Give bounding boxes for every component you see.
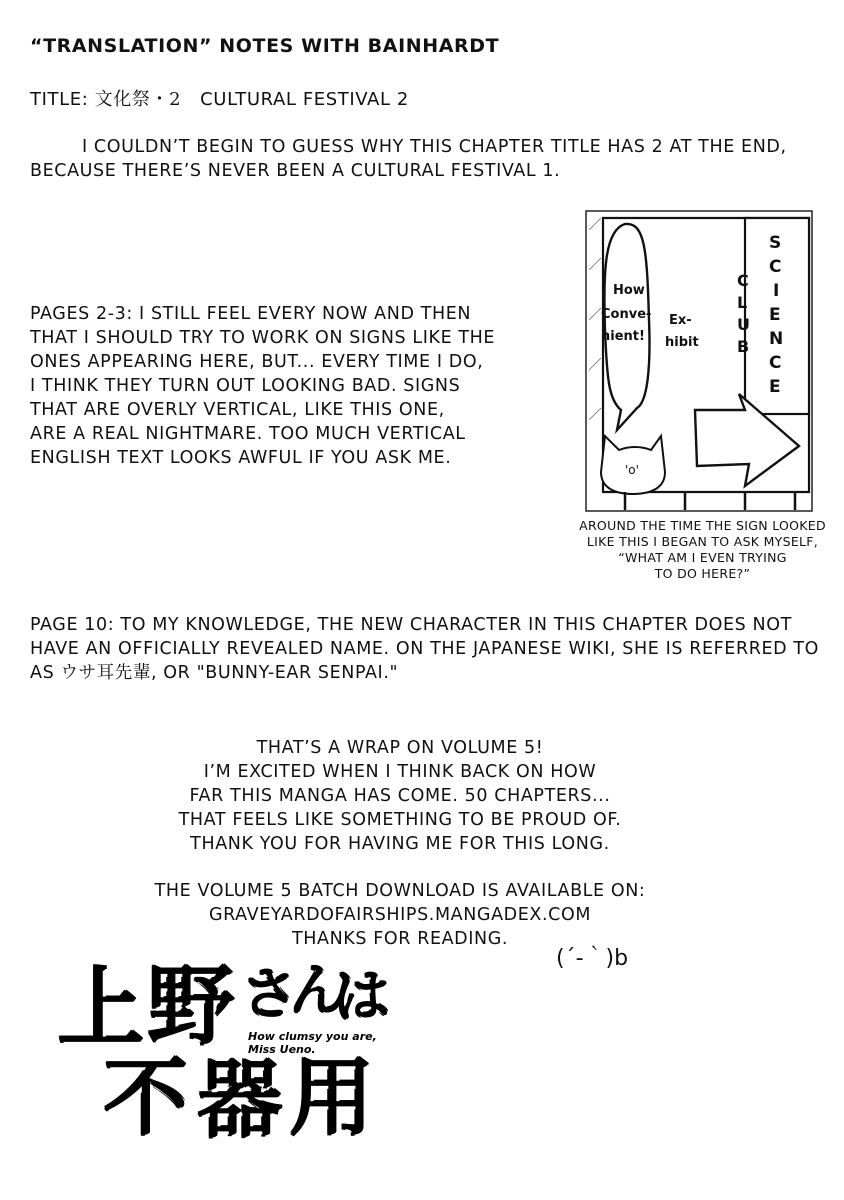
bubble-line-1: How [613, 283, 645, 298]
batch-download-note: THE VOLUME 5 BATCH DOWNLOAD IS AVAILABLE ON: GRAVEYARDOFAIRSHIPS.MANGADEX.COM THANKS FOR READING. [154, 881, 646, 949]
logo-char: 野 [148, 957, 234, 1057]
science-letter: E [769, 305, 781, 325]
title-note-paragraph [30, 135, 810, 183]
bubble-line-2: Conve- [601, 307, 652, 322]
club-letter: C [737, 271, 749, 290]
logo-char: は [334, 965, 390, 1030]
logo-char: ん [290, 959, 346, 1024]
science-letter: I [773, 281, 780, 301]
page-10-text-before: PAGE 10: TO MY KNOWLEDGE, THE NEW CHARACTER IN THIS CHAPTER DOES NOT HAVE AN OFFICIALLY REVEALED NAME. ON THE JAPANESE WIKI, SHE IS REFERRED TO AS [30, 615, 820, 683]
science-letter: N [769, 329, 784, 349]
logo-char: 器 [198, 1051, 283, 1149]
notes-heading: “TRANSLATION” NOTES WITH BAINHARDT [30, 35, 500, 57]
logo-char: 上 [58, 959, 144, 1059]
chapter-title-line [30, 88, 409, 112]
title-note-text: I COULDN’T BEGIN TO GUESS WHY THIS CHAPTER TITLE HAS 2 AT THE END, BECAUSE THERE’S NEVER BEEN A CULTURAL FESTIVAL 1. [30, 137, 787, 181]
title-label: TITLE: [30, 89, 89, 110]
manga-logo [52, 957, 412, 1160]
logo-subtitle: How clumsy you are, Miss Ueno. [248, 1030, 377, 1056]
club-letter: U [737, 315, 750, 334]
title-english: CULTURAL FESTIVAL 2 [200, 89, 409, 110]
logo-char: さ [242, 963, 298, 1028]
page-10-japanese: ウサ耳先輩 [60, 663, 151, 683]
science-letter: C [769, 353, 782, 373]
sign-illustration [585, 210, 813, 512]
sign-drawing [585, 210, 813, 512]
logo-char: 不 [104, 1049, 189, 1147]
bubble-line-3: nient! [601, 329, 645, 344]
club-letter: L [737, 293, 748, 312]
science-letter: S [769, 233, 782, 253]
title-japanese: 文化祭・2 [94, 89, 182, 110]
closing-paragraph: THAT’S A WRAP ON VOLUME 5! I’M EXCITED WHEN I THINK BACK ON HOW FAR THIS MANGA HAS COME. 50 CHAPTERS... THAT FEELS LIKE SOMETHING TO BE PROUD OF. THANK YOU FOR HAVING ME FOR THIS LONG. [178, 738, 622, 854]
club-letter: B [737, 337, 750, 356]
thumbs-up-emoticon: (´-｀)b [556, 946, 629, 971]
cat-face-text: 'o' [625, 463, 639, 477]
page-10-text-after: , OR "BUNNY-EAR SENPAI." [150, 663, 399, 683]
illustration-caption: AROUND THE TIME THE SIGN LOOKED LIKE THIS I BEGAN TO ASK MYSELF, “WHAT AM I EVEN TRYING TO DO HERE?” [579, 518, 826, 581]
pages-2-3-paragraph: PAGES 2-3: I STILL FEEL EVERY NOW AND THEN THAT I SHOULD TRY TO WORK ON SIGNS LIKE THE ONES APPEARING HERE, BUT... EVERY TIME I DO, I THINK THEY TURN OUT LOOKING BAD. SIGNS THAT ARE OVERLY VERTICAL, LIKE THIS ONE, ARE A REAL NIGHTMARE. TOO MUCH VERTICAL ENGLISH TEXT LOOKS AWFUL IF YOU ASK ME. [30, 304, 496, 468]
science-letter: C [769, 257, 782, 277]
page-10-paragraph [30, 613, 820, 685]
science-letter: E [769, 377, 781, 397]
exhibit-line-2: hibit [665, 335, 699, 350]
exhibit-line-1: Ex- [669, 313, 692, 328]
logo-char: 用 [290, 1049, 375, 1147]
